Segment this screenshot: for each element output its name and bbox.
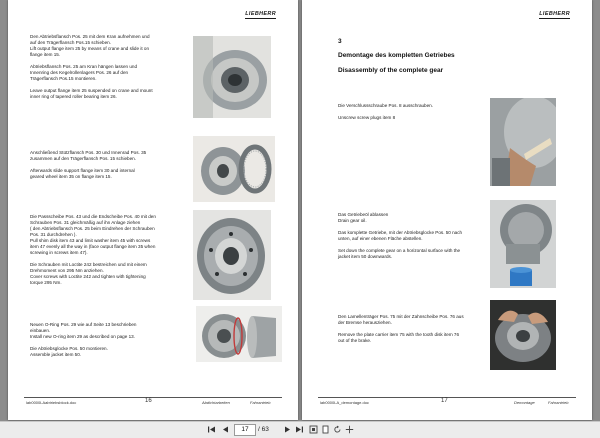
- text-block-1: Die Verschlussschraube Pos. 8 ausschrauben. Unscrew screw plugs item 8: [338, 103, 433, 120]
- page-16: [8, 0, 298, 420]
- section-heading-en: Disassembly of the complete gear: [338, 67, 444, 74]
- photo-plate-carrier: [490, 300, 556, 370]
- footer-chapter: Fahrantrieb: [250, 400, 271, 405]
- rotate-icon[interactable]: [332, 425, 342, 435]
- brand-logo: LIEBHERR: [539, 11, 570, 17]
- text-block-3: Den Lamellenträger Pos. 75 mit der Zahnscheibe Pos. 76 aus der Bremse herausziehen. Remove the plate carrier item 75 with the tooth disk item 76 out of the brake.: [338, 314, 464, 343]
- section-heading-de: Demontage des kompletten Getriebes: [338, 52, 455, 59]
- footer-filename: lab0000LAabtriebsblock.doc: [26, 400, 77, 405]
- footer-chapter: Fahrantrieb: [548, 400, 569, 405]
- text-block-2: Anschließend Stützflansch Pos. 30 und Innenrad Pos. 35 zusammen auf den Trägerflansch Pos. 15 schieben. Afterwards slide support flange item 30 and internal geared wheel item 35 on flange item 15.: [30, 150, 147, 179]
- section-number: 3: [338, 38, 342, 45]
- page-17: [302, 0, 592, 420]
- photo-drain-gear: [490, 200, 556, 288]
- page-number: 16: [145, 398, 152, 404]
- photo-jacket-oring: [196, 306, 282, 362]
- footer-section: Demontage: [514, 400, 535, 405]
- text-block-1: Den Abtriebsflansch Pos. 25 mit dem Kran aufnehmen und auf den Trägerflansch Pos.15 schieben. Lift output flange item 25 by means of crane and slide it on flange item 15. Abtriebsflansch Pos. 25 am Kran hängen lassen und Innenring des Kegelrollenlagers Pos. 26 auf den Trägerflansch Pos.15 montieren. Leave output flange item 25 suspended on crane and mount inner ring of tapered roller bearing item 26.: [30, 34, 153, 99]
- text-block-4: Neuen O-Ring Pos. 29 wie auf Seite 13 beschrieben einbauen. Install new O-ring item 29 as described on page 13. Die Abtriebsglocke Pos. 50 montieren. Assemble jacket item 50.: [30, 322, 137, 357]
- page-footer: [8, 397, 298, 407]
- photo-support-flange: [193, 136, 275, 202]
- photo-limit-washer: [193, 210, 271, 300]
- footer-section: Abdichtarbeiten: [202, 400, 230, 405]
- footer-filename: lab0000LA_demontage.doc: [320, 400, 369, 405]
- last-page-icon[interactable]: [294, 425, 304, 435]
- pan-icon[interactable]: [344, 425, 354, 435]
- fit-page-icon[interactable]: [308, 425, 318, 435]
- text-block-2: Das Getriebeöl ablassen Drain gear oil. Das komplette Getriebe, mit der Abtriebsglocke Pos. 50 nach unten, auf einer ebenen Fläche abstellen. Set down the complete gear on a horizontal surface with the jacket item 50 downwards.: [338, 212, 463, 259]
- current-page-input[interactable]: 17: [234, 424, 256, 436]
- previous-page-icon[interactable]: [220, 425, 230, 435]
- first-page-icon[interactable]: [206, 425, 216, 435]
- total-pages: / 63: [258, 426, 269, 433]
- next-page-icon[interactable]: [282, 425, 292, 435]
- page-footer: [302, 397, 592, 407]
- photo-screw-plug: [490, 98, 556, 186]
- brand-logo: LIEBHERR: [245, 11, 276, 17]
- viewer-toolbar: [0, 421, 600, 438]
- text-block-3: Die Passscheibe Pos. 43 und die Endscheibe Pos. 40 mit den Schrauben Pos. 31 gleichmäßig auf ihn Anlage ziehen ( den Abtriebsflansch Pos. 25 beim Eindrehen der Schrauben Pos. 31 durchdrehen ). Pull shim disk item 43 and limit washer item 45 with screws item 47 evenly all the way in (face output flange item 35 when screwing in screws item 47). Die Schrauben mit Loctite 242 bestreichen und mit einem Drehmoment von 295 Nm anziehen. Cover screws with Loctite 242 and tighten with tightening torque 295 Nm.: [30, 214, 156, 285]
- photo-output-flange: [193, 36, 271, 118]
- page-number: 17: [441, 398, 448, 404]
- single-page-icon[interactable]: [320, 425, 330, 435]
